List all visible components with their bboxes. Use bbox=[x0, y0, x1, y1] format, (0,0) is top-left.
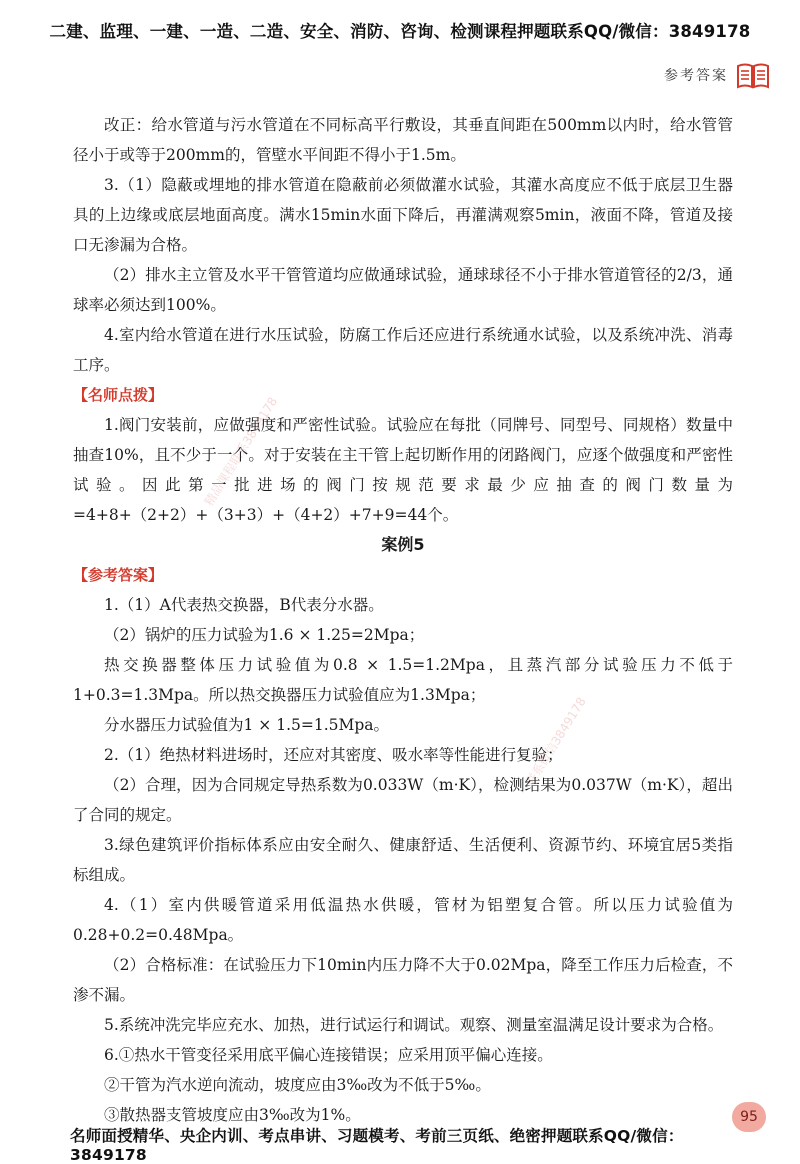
paragraph: 6.①热水干管变径采用底平偏心连接错误；应采用顶平偏心连接。 bbox=[104, 1046, 553, 1064]
paragraph: 4.室内给水管道在进行水压试验，防腐工作后还应进行系统通水试验，以及系统冲洗、消毒工序。 bbox=[73, 326, 733, 374]
paragraph: （2）合格标准：在试验压力下10min内压力降不大于0.02Mpa，降至工作压力后检查，不渗不漏。 bbox=[73, 956, 733, 1004]
paragraph: （2）排水主立管及水平干管管道均应做通球试验，通球球径不小于排水管道管径的2/3，通球率必须达到100%。 bbox=[73, 266, 733, 314]
case-title: 案例5 bbox=[381, 535, 425, 554]
section-title: 参考答案 bbox=[664, 68, 728, 84]
top-banner: 二建、监理、一建、一造、二造、安全、消防、咨询、检测课程押题联系QQ/微信：3849178 bbox=[49, 22, 751, 41]
paragraph: ②干管为汽水逆向流动，坡度应由3‰改为不低于5‰。 bbox=[104, 1076, 491, 1094]
document-body bbox=[73, 110, 733, 1130]
paragraph: （2）合理，因为合同规定导热系数为0.033W（m·K），检测结果为0.037W（m·K），超出了合同的规定。 bbox=[73, 776, 733, 824]
watermark-1: 精品课程联系3849178 bbox=[201, 394, 281, 509]
paragraph: 3.（1）隐蔽或埋地的排水管道在隐蔽前必须做灌水试验，其灌水高度应不低于底层卫生器具的上边缘或底层地面高度。满水15min水面下降后，再灌满观察5min，液面不降，管道及接口无渗漏为合格。 bbox=[73, 176, 733, 254]
paragraph: 1.阀门安装前，应做强度和严密性试验。试验应在每批（同牌号、同型号、同规格）数量中抽查10%，且不少于一个。对于安装在主干管上起切断作用的闭路阀门，应逐个做强度和严密性试验。因此第一批进场的阀门按规范要求最少应抽查的阀门数量为=4+8+（2+2）+（3+3）+（4+2）+7+9=44个。 bbox=[73, 416, 733, 524]
bottom-banner: 名师面授精华、央企内训、考点串讲、习题模考、考前三页纸、绝密押题联系QQ/微信：3849178 bbox=[70, 1127, 684, 1164]
paragraph: ③散热器支管坡度应由3‰改为1%。 bbox=[104, 1106, 361, 1124]
paragraph: 2.（1）绝热材料进场时，还应对其密度、吸水率等性能进行复验； bbox=[104, 746, 563, 764]
paragraph: 改正：给水管道与污水管道在不同标高平行敷设，其垂直间距在500mm以内时，给水管管径小于或等于200mm的，管壁水平间距不得小于1.5m。 bbox=[73, 116, 733, 164]
paragraph: 分水器压力试验值为1 × 1.5=1.5Mpa。 bbox=[104, 716, 390, 734]
paragraph: 4.（1）室内供暖管道采用低温热水供暖，管材为铝塑复合管。所以压力试验值为0.28+0.2=0.48Mpa。 bbox=[73, 896, 733, 944]
paragraph: 1.（1）A代表热交换器，B代表分水器。 bbox=[104, 596, 384, 614]
paragraph: （2）锅炉的压力试验为1.6 × 1.25=2Mpa； bbox=[104, 626, 425, 644]
watermark-2: 一联系微信3849178 bbox=[516, 694, 589, 799]
book-icon bbox=[736, 60, 770, 90]
section-header bbox=[664, 60, 770, 90]
answer-heading: 【参考答案】 bbox=[73, 566, 164, 584]
paragraph: 3.绿色建筑评价指标体系应由安全耐久、健康舒适、生活便利、资源节约、环境宜居5类指标组成。 bbox=[73, 836, 733, 884]
paragraph: 5.系统冲洗完毕应充水、加热，进行试运行和调试。观察、测量室温满足设计要求为合格。 bbox=[104, 1016, 724, 1034]
tip-heading: 【名师点拨】 bbox=[73, 386, 164, 404]
page-number: 95 bbox=[732, 1102, 766, 1132]
paragraph: 热交换器整体压力试验值为0.8 × 1.5=1.2Mpa，且蒸汽部分试验压力不低于1+0.3=1.3Mpa。所以热交换器压力试验值应为1.3Mpa； bbox=[73, 656, 733, 704]
